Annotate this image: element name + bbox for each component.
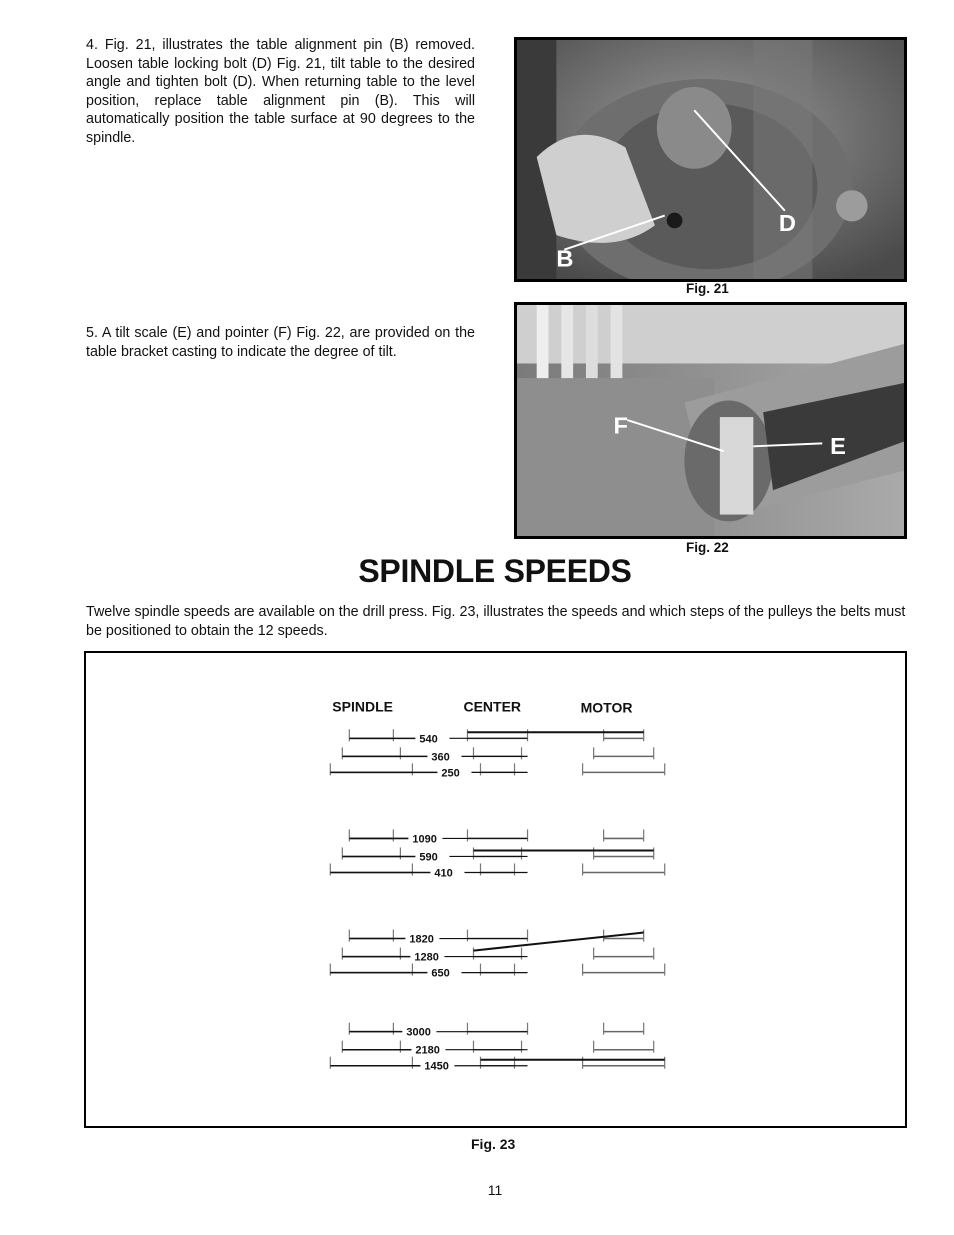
speed-label-2180: 2180 <box>415 1044 440 1057</box>
fig-22-caption: Fig. 22 <box>686 540 729 555</box>
speed-label-250: 250 <box>441 767 460 780</box>
speed-label-1090: 1090 <box>412 833 437 846</box>
fig-21-label-b: B <box>556 245 574 272</box>
speed-label-650: 650 <box>431 967 450 980</box>
pulley-speed-diagram <box>86 653 905 1126</box>
fig-23-box <box>84 651 907 1128</box>
speed-label-1280: 1280 <box>414 951 439 964</box>
fig-21-label-d: D <box>778 210 797 237</box>
page-number: 11 <box>487 1182 503 1198</box>
section-title: SPINDLE SPEEDS <box>358 553 632 589</box>
step-4-text: 4. Fig. 21, illustrates the table alignment pin (B) removed. Loosen table locking bolt (D) Fig. 21, tilt table to the desired angle and tighten bolt (D). When returning table to the level position, replace table alignment pin (B). This will automatically position the table surface at 90 degrees to the spindle. <box>86 37 475 146</box>
column-motor: MOTOR <box>580 699 633 716</box>
fig-22-label-f: F <box>613 412 628 439</box>
speed-label-1820: 1820 <box>409 933 434 946</box>
column-center: CENTER <box>463 698 522 715</box>
belt-center-motor-3 <box>473 933 643 951</box>
speed-label-360: 360 <box>431 751 450 764</box>
speed-label-410: 410 <box>434 867 453 880</box>
fig-21-caption: Fig. 21 <box>686 281 729 296</box>
step-5-text: 5. A tilt scale (E) and pointer (F) Fig. 22, are provided on the table bracket casting to indicate the degree of tilt. <box>86 325 475 360</box>
fig-22-label-e: E <box>830 433 846 460</box>
column-spindle: SPINDLE <box>332 698 393 715</box>
speed-label-540: 540 <box>419 733 438 746</box>
speed-label-1450: 1450 <box>424 1060 449 1073</box>
fig-21-photo <box>514 37 907 282</box>
fig-23-caption: Fig. 23 <box>471 1136 516 1152</box>
section-intro: Twelve spindle speeds are available on the drill press. Fig. 23, illustrates the speeds and which steps of the pulleys the belts must be positioned to obtain the 12 speeds. <box>86 604 906 639</box>
speed-label-3000: 3000 <box>406 1026 431 1039</box>
fig-22-photo <box>514 302 907 539</box>
speed-label-590: 590 <box>419 851 438 864</box>
